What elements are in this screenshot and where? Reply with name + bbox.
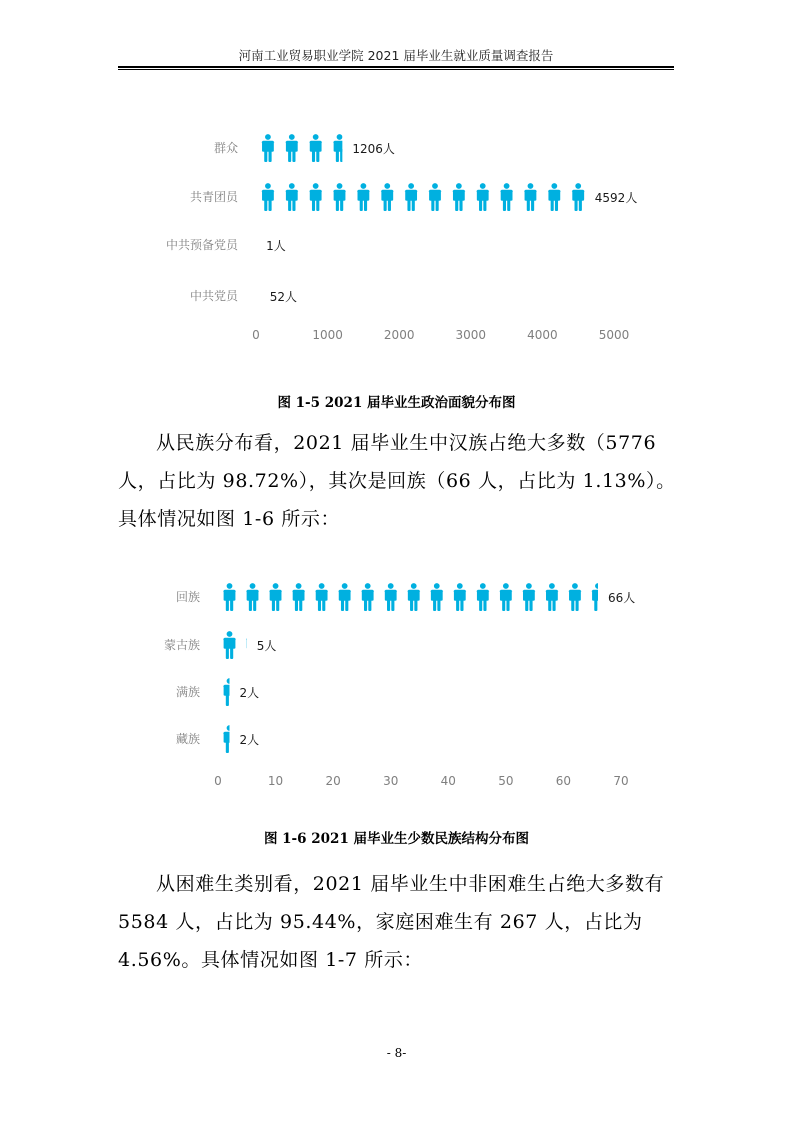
header-rule-thin [118, 69, 674, 70]
x-tick-label: 10 [267, 774, 284, 788]
category-label: 中共党员 [189, 289, 238, 303]
person-icon [568, 583, 582, 611]
x-tick-label: 40 [440, 774, 456, 788]
person-icon [223, 583, 237, 611]
person-icon [292, 583, 306, 611]
x-tick-label: 1000 [312, 328, 343, 340]
person-icon [452, 183, 466, 211]
hardship-paragraph: 从困难生类别看，2021 届毕业生中非困难生占绝大多数有 5584 人，占比为 95.44%，家庭困难生有 267 人，占比为 4.56%。具体情况如图 1-7 所示： [118, 873, 665, 971]
data-label: 2人 [239, 686, 260, 700]
category-label: 群众 [213, 141, 238, 155]
person-icon [522, 583, 536, 611]
pictograph-bar [223, 725, 237, 753]
person-icon [223, 725, 237, 753]
political-status-chart [0, 125, 793, 340]
person-icon [246, 583, 260, 611]
person-icon [380, 183, 394, 211]
category-label: 回族 [175, 590, 200, 604]
data-label: 5人 [256, 639, 277, 653]
person-icon [591, 583, 605, 611]
person-icon [404, 183, 418, 211]
person-icon [499, 583, 513, 611]
data-label: 2人 [239, 733, 260, 747]
category-label: 藏族 [175, 732, 200, 746]
x-tick-label: 50 [498, 774, 514, 788]
person-icon [309, 134, 323, 162]
x-tick-label: 4000 [527, 328, 558, 340]
data-label: 4592人 [594, 191, 638, 205]
data-label: 1206人 [352, 142, 395, 156]
category-label: 满族 [175, 685, 200, 699]
person-icon [476, 183, 490, 211]
person-icon [361, 583, 375, 611]
x-tick-label: 0 [214, 774, 222, 788]
person-icon [261, 183, 275, 211]
pictograph-bar [223, 631, 260, 659]
person-icon [523, 183, 537, 211]
person-icon [453, 583, 467, 611]
x-tick-label: 3000 [455, 328, 487, 340]
ethnic-minority-chart [0, 575, 793, 790]
x-tick-label: 20 [325, 774, 341, 788]
category-label: 中共预备党员 [165, 238, 238, 252]
x-tick-label: 0 [252, 328, 260, 340]
x-tick-label: 5000 [598, 328, 630, 340]
data-label: 1人 [266, 239, 286, 253]
person-icon [261, 134, 275, 162]
figure-1-6-caption: 图 1-6 2021 届毕业生少数民族结构分布图 [263, 831, 530, 847]
person-icon [571, 183, 585, 211]
person-icon [333, 134, 347, 162]
data-label: 52人 [269, 290, 298, 304]
page-number: - 8- [386, 1046, 407, 1060]
ethnicity-paragraph: 从民族分布看，2021 届毕业生中汉族占绝大多数（5776 人，占比为 98.72%），其次是回族（66 人，占比为 1.13%）。具体情况如图 1-6 所示： [118, 432, 676, 530]
person-icon [500, 183, 514, 211]
category-label: 共青团员 [189, 190, 238, 204]
pictograph-bar [223, 583, 605, 611]
x-tick-label: 2000 [383, 328, 415, 340]
person-icon [333, 183, 347, 211]
person-icon [338, 583, 352, 611]
person-icon [407, 583, 421, 611]
person-icon [476, 583, 490, 611]
header-rule [118, 66, 674, 68]
pictograph-bar [223, 678, 237, 706]
pictograph-bar [261, 134, 347, 162]
person-icon [430, 583, 444, 611]
person-icon [223, 678, 237, 706]
person-icon [269, 583, 283, 611]
page-header: 河南工业贸易职业学院 2021 届毕业生就业质量调查报告 [238, 48, 554, 63]
person-icon [547, 183, 561, 211]
person-icon [285, 134, 299, 162]
person-icon [315, 583, 329, 611]
person-icon [384, 583, 398, 611]
category-label: 蒙古族 [163, 638, 200, 652]
pictograph-bar [261, 183, 585, 211]
x-tick-label: 30 [383, 774, 399, 788]
x-tick-label: 70 [613, 774, 629, 788]
person-icon [285, 183, 299, 211]
person-icon [545, 583, 559, 611]
person-icon [223, 631, 237, 659]
person-icon [356, 183, 370, 211]
figure-1-5-caption: 图 1-5 2021 届毕业生政治面貌分布图 [277, 395, 516, 411]
person-icon [309, 183, 323, 211]
data-label: 66人 [607, 591, 636, 605]
x-tick-label: 60 [555, 774, 572, 788]
person-icon [428, 183, 442, 211]
